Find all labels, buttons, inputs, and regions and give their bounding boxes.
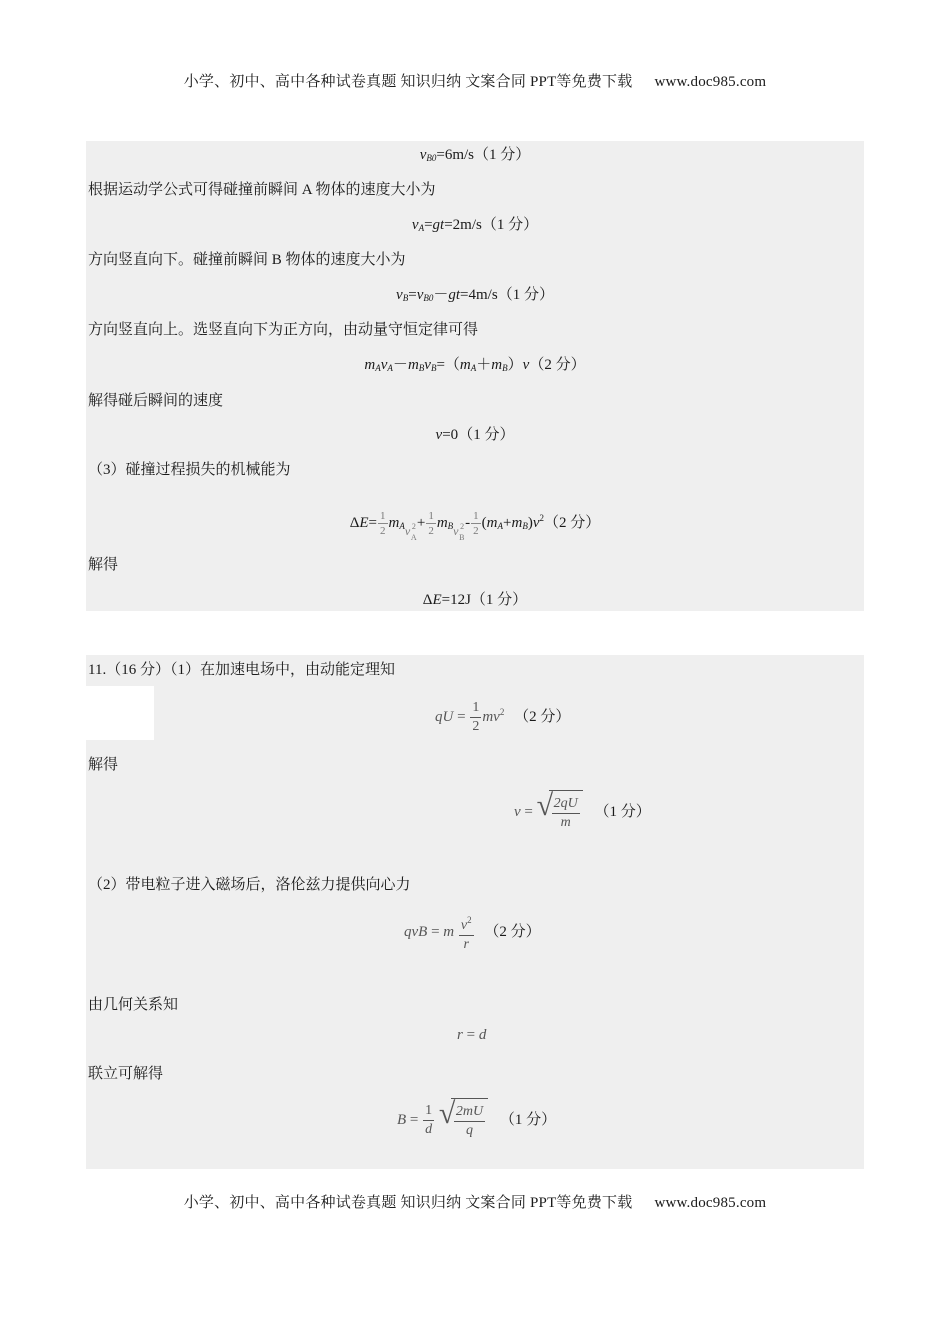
text-geometry: 由几何关系知: [88, 997, 179, 1013]
equation-speed: v = √ $\frac{2qU}{m}$ （1 分）: [514, 790, 651, 835]
text-lorentz-intro: （2）带电粒子进入磁场后，洛伦兹力提供向心力: [88, 877, 411, 893]
text-solve-speed: 解得: [88, 757, 119, 773]
text-momentum-intro: 方向竖直向上。选竖直向下为正方向，由动量守恒定律可得: [88, 322, 479, 338]
page-footer: [0, 1191, 950, 1212]
equation-vB0: $v_{B0}=6m/s(1$ 分）: [419, 147, 531, 163]
equation-field-B: B = $\frac{1}{d}$ √ $\frac{2mU}{q}$ （1 分）: [397, 1098, 556, 1143]
page-header: [0, 70, 950, 91]
equation-energy-loss: ΔE= $\frac{1}{2}$ $m_A$ v 2 A + $\frac{1}{2}$ $m_B$ v 2 B - $\frac{1}{2}$ $(m_A+m_B)v^2(2$ 分）: [349, 510, 601, 542]
text-combine: 联立可解得: [88, 1066, 164, 1082]
header-site: www.doc985.com: [654, 74, 767, 90]
layout-gap: [86, 686, 154, 740]
text-solve-v: 解得碰后瞬间的速度: [88, 393, 224, 409]
equation-radius: r = d: [457, 1027, 487, 1043]
footer-text: 小学、初中、高中各种试卷真题 知识归纳 文案合同 PPT等免费下载: [183, 1195, 633, 1211]
equation-momentum: $m_Av_A-m_Bv_B=(m_A+m_B)v(2$ 分）: [364, 357, 586, 373]
footer-site: www.doc985.com: [654, 1195, 767, 1211]
text-solve-energy: 解得: [88, 557, 119, 573]
text-energy-loss-intro: （3）碰撞过程损失的机械能为: [88, 462, 291, 478]
header-text: 小学、初中、高中各种试卷真题 知识归纳 文案合同 PPT等免费下载: [183, 74, 633, 90]
equation-v-zero: v=0（1 分）: [435, 427, 515, 443]
equation-vA: $v_A=gt=2m/s(1$ 分）: [411, 217, 539, 233]
question-11-title: 11.（16 分）（1）在加速电场中，由动能定理知: [88, 662, 395, 678]
text-vA-intro: 根据运动学公式可得碰撞前瞬间 A 物体的速度大小为: [88, 182, 436, 198]
equation-lorentz: qvB = m $\frac{v^2}{r}$ （2 分）: [404, 910, 541, 954]
equation-vB: $v_B=v_{B0}-gt=4m/s(1$ 分）: [396, 287, 554, 303]
equation-qU: qU = $\frac{1}{2}$ $mv^2$ （2 分）: [435, 700, 571, 735]
equation-energy-result: ΔE=12J（1 分）: [422, 592, 528, 608]
text-vB-intro: 方向竖直向下。碰撞前瞬间 B 物体的速度大小为: [88, 252, 406, 268]
